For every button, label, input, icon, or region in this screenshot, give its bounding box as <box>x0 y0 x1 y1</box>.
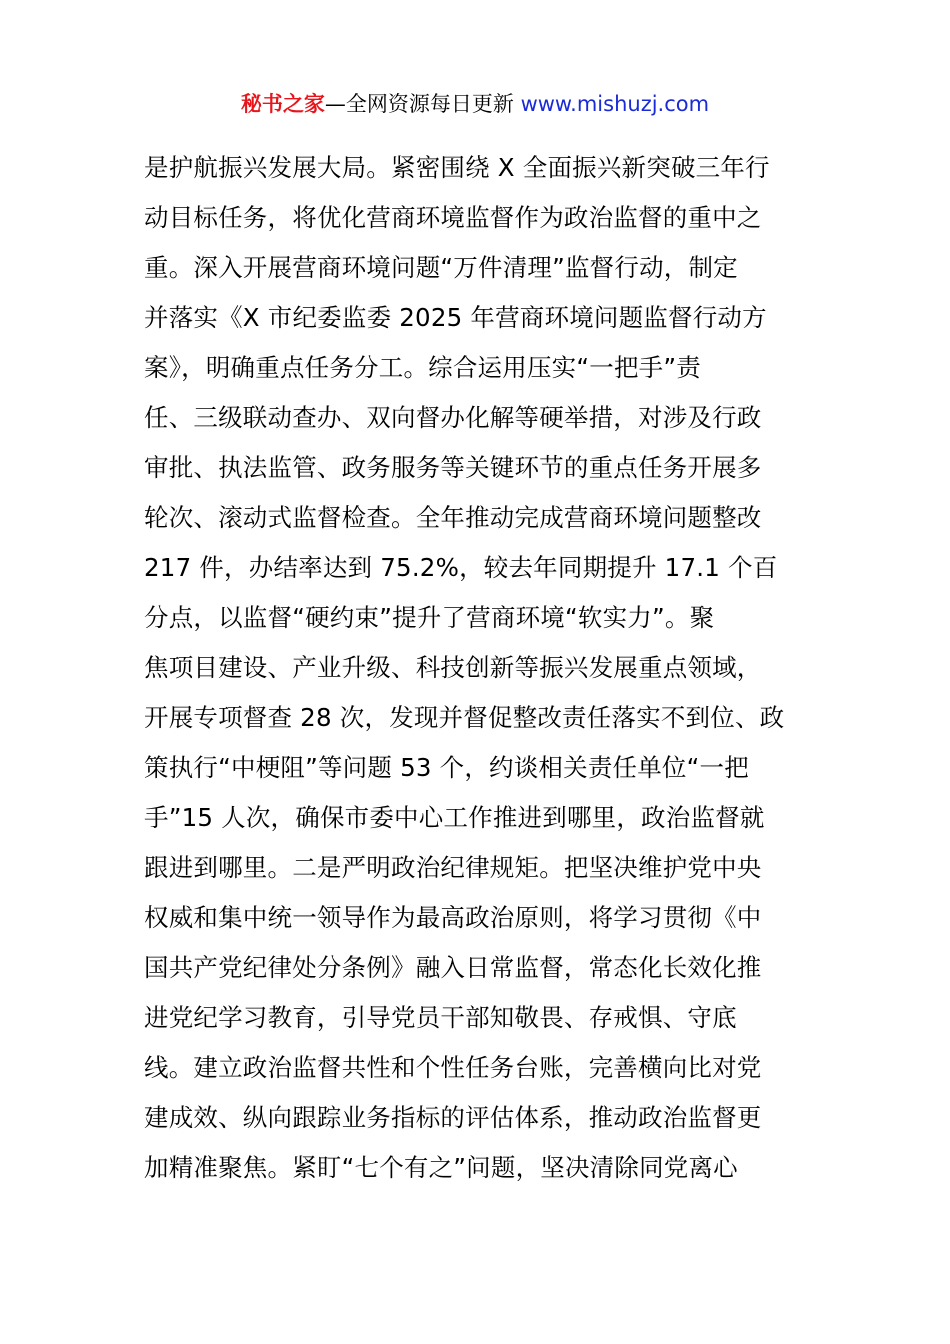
text-line: 动目标任务，将优化营商环境监督作为政治监督的重中之 <box>144 203 762 232</box>
text-line: 轮次、滚动式监督检查。全年推动完成营商环境问题整改 <box>144 503 762 532</box>
text-line: 并落实《X 市纪委监委 2025 年营商环境问题监督行动方 <box>144 303 767 332</box>
brand-name: 秘书之家 <box>240 92 325 116</box>
text-line: 权威和集中统一领导作为最高政治原则，将学习贯彻《中 <box>144 903 762 932</box>
text-line: 217 件，办结率达到 75.2%，较去年同期提升 17.1 个百 <box>144 553 778 582</box>
text-line: 重。深入开展营商环境问题“万件清理”监督行动，制定 <box>144 253 738 282</box>
text-line: 加精准聚焦。紧盯“七个有之”问题，坚决清除同党离心 <box>144 1153 738 1182</box>
text-line: 审批、执法监管、政务服务等关键环节的重点任务开展多 <box>144 453 762 482</box>
text-line: 开展专项督查 28 次，发现并督促整改责任落实不到位、政 <box>144 703 785 732</box>
text-line: 任、三级联动查办、双向督办化解等硬举措，对涉及行政 <box>144 403 762 432</box>
text-line: 进党纪学习教育，引导党员干部知敬畏、存戒惧、守底 <box>144 1003 737 1032</box>
text-line: 分点，以监督“硬约束”提升了营商环境“软实力”。聚 <box>144 603 715 632</box>
text-line: 跟进到哪里。二是严明政治纪律规矩。把坚决维护党中央 <box>144 853 762 882</box>
document-body <box>144 143 824 1193</box>
site-url-link[interactable]: www.mishuzj.com <box>520 92 710 116</box>
text-line: 线。建立政治监督共性和个性任务台账，完善横向比对党 <box>144 1053 762 1082</box>
text-line: 策执行“中梗阻”等问题 53 个，约谈相关责任单位“一把 <box>144 753 749 782</box>
text-line: 是护航振兴发展大局。紧密围绕 X 全面振兴新突破三年行 <box>144 153 770 182</box>
text-line: 国共产党纪律处分条例》融入日常监督，常态化长效化推 <box>144 953 762 982</box>
text-line: 焦项目建设、产业升级、科技创新等振兴发展重点领域， <box>144 653 762 682</box>
site-header <box>0 88 950 120</box>
text-line: 手”15 人次，确保市委中心工作推进到哪里，政治监督就 <box>144 803 765 832</box>
text-line: 案》，明确重点任务分工。综合运用压实“一把手”责 <box>144 353 701 382</box>
header-tagline: —全网资源每日更新 <box>324 92 521 116</box>
text-line: 建成效、纵向跟踪业务指标的评估体系，推动政治监督更 <box>144 1103 762 1132</box>
